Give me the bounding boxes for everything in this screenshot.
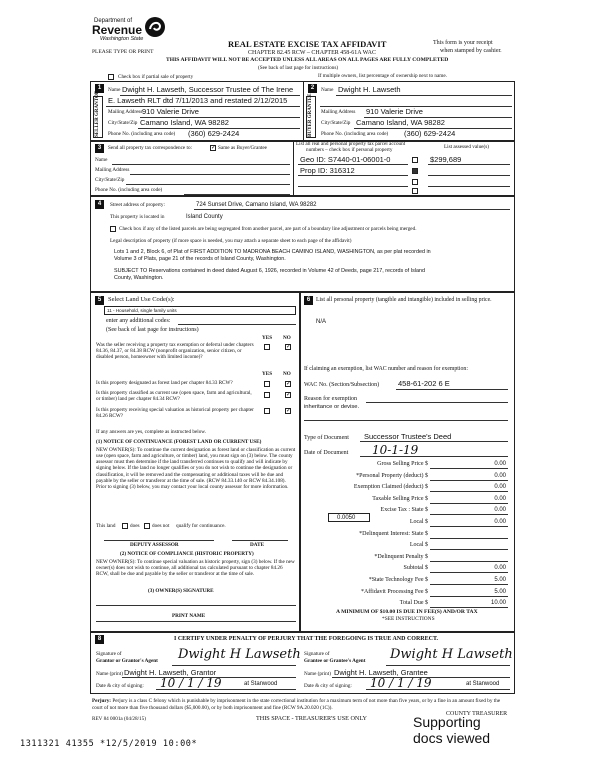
same-as-buyer-checkbox[interactable]: ✓ <box>211 145 217 151</box>
tax-row-value[interactable]: 0.00 <box>494 461 506 467</box>
parcel4-personal-checkbox[interactable] <box>412 188 418 194</box>
located-label: This property is located in <box>110 214 165 220</box>
does-checkbox[interactable] <box>122 523 128 529</box>
section-divider <box>303 81 304 141</box>
grantor-name-label: Name (print) <box>96 671 123 677</box>
tax-row-label: Gross Selling Price $ <box>377 461 428 467</box>
q-exemption: Was the seller receiving a property tax exemption or deferral under chapters 84.36, 84.37, or 84.38 RCW (nonprofit organization, senior citizen, or disabled person, homeowner with limited income)? <box>96 342 254 360</box>
agency-line3: Washington State <box>100 36 144 42</box>
seller-address-label: Mailing Address <box>108 109 143 115</box>
grantee-name[interactable]: Dwight H. Lawseth, Grantee <box>334 668 428 677</box>
section-8-number: 8 <box>95 635 104 644</box>
seller-phone-label: Phone No. (including area code) <box>108 131 176 137</box>
personal-property-label: List all personal property (tangible and intangible) included in selling price. <box>316 297 492 303</box>
grantee-date-label: Date & city of signing: <box>304 683 352 689</box>
dor-swirl-icon <box>144 16 166 38</box>
seller-name[interactable]: Dwight H. Lawseth, Successor Trustee of The Irene <box>122 85 294 94</box>
seller-side-label-box <box>93 90 103 138</box>
geo-personal-checkbox[interactable] <box>412 157 418 163</box>
receipt-note-2: when stamped by cashier. <box>440 48 502 54</box>
tax-row-label: Local $ <box>409 542 428 549</box>
grantee-sig-label-2: Grantee or Grantee's Agent <box>304 658 366 664</box>
parcel3-personal-checkbox[interactable] <box>412 179 418 185</box>
segregated-checkbox[interactable] <box>110 226 116 232</box>
grantor-sig-label: Signature of <box>96 651 122 657</box>
reason-label: Reason for exemption <box>304 396 357 402</box>
corr-address-label: Mailing Address <box>95 167 130 173</box>
grantee-signature[interactable]: Dwight H Lawseth <box>390 647 513 662</box>
multiple-owners-note: If multiple owners, list percentage of ownership next to name. <box>318 73 447 79</box>
street-label: Street address of property: <box>110 202 165 208</box>
wac-value[interactable]: 458-61-202 6 E <box>398 379 450 388</box>
partial-sale-label: Check box if partial sale of property <box>118 74 194 80</box>
tax-row-label: *Affidavit Processing Fee $ <box>360 588 428 595</box>
yes-header-2: YES <box>262 371 273 377</box>
perjury-text: Perjury is a class C felony which is punishable by imprisonment in the state correctional institution for a maximum term of not more than five years, or by a fine in an amount fixed by the court of not more than five thousand dollars ($5,000.00), or by both imprisonment and fine (RCW 9A.20.020 (1C)). <box>92 698 501 711</box>
seller-name-2[interactable]: E. Lawseth RLT dtd 7/11/2013 and restated 2/12/2015 <box>108 96 288 105</box>
grantor-name[interactable]: Dwight H. Lawseth, Grantor <box>124 668 217 677</box>
print-name-label: PRINT NAME <box>172 613 206 619</box>
tax-row-value[interactable]: 0.00 <box>494 495 506 502</box>
seller-phone[interactable]: (360) 629-2424 <box>188 129 240 138</box>
buyer-city-label: City/State/Zip <box>321 120 351 126</box>
buyer-phone[interactable]: (360) 629-2424 <box>404 129 456 138</box>
historic-yes-checkbox[interactable] <box>264 408 270 414</box>
land-use-select[interactable] <box>104 306 296 315</box>
located-value[interactable]: Island County <box>186 214 223 220</box>
seller-name-label: Name <box>108 87 121 93</box>
buyer-name-label: Name <box>321 87 334 93</box>
tax-row-label: *Delinquent Penalty $ <box>374 553 428 560</box>
see-instructions: *SEE INSTRUCTIONS <box>382 616 435 622</box>
assessed-header: List assessed value(s) <box>444 144 489 150</box>
tax-row-label: Exemption Claimed (deduct) $ <box>353 484 428 491</box>
section-5-number: 5 <box>95 296 104 305</box>
corr-city-label: City/State/Zip <box>95 177 125 183</box>
personal-property-value[interactable]: N/A <box>316 319 327 325</box>
buyer-phone-label: Phone No. (including area code) <box>321 131 389 137</box>
see-back-note: (See back of last page for instructions) <box>258 65 339 71</box>
no-header-2: NO <box>283 371 291 377</box>
parcels-header-1: List all real and personal property tax parcel account <box>296 141 406 147</box>
section-2-number: 2 <box>308 84 317 93</box>
deputy-assessor-label: DEPUTY ASSESSOR <box>130 542 179 548</box>
certify-text: I CERTIFY UNDER PENALTY OF PERJURY THAT THE FOREGOING IS TRUE AND CORRECT. <box>174 636 439 642</box>
grantor-sig-label-2: Grantor or Grantor's Agent <box>96 658 158 664</box>
segregated-label: Check box if any of the listed parcels are being segregated from another parcel, are part of a boundary line adjustment or parcels being merged. <box>119 226 417 232</box>
this-land-label: This land <box>96 523 116 529</box>
form-warning: THIS AFFIDAVIT WILL NOT BE ACCEPTED UNLESS ALL AREAS ON ALL PAGES ARE FULLY COMPLETED <box>166 57 449 63</box>
tax-row-value[interactable]: 0.00 <box>494 519 506 525</box>
reason-value[interactable]: inheritance or devise. <box>304 404 360 410</box>
grantee-city[interactable]: at Stanwood <box>466 681 500 687</box>
form-chapter: CHAPTER 82.45 RCW – CHAPTER 458-61A WAC <box>248 50 376 56</box>
local-rate-value: 0.0050 <box>337 515 356 521</box>
section-3-number: 3 <box>95 144 104 153</box>
notice1-title: (1) NOTICE OF CONTINUANCE (FOREST LAND OR CURRENT USE) <box>96 439 262 445</box>
legal-desc-3[interactable]: SUBJECT TO Reservations contained in deed dated August 6, 1926, recorded in Volume 42 of Deeds, page 217, records of Island <box>114 268 426 274</box>
grantor-city[interactable]: at Stanwood <box>244 681 278 687</box>
grantor-date-label: Date & city of signing: <box>96 683 144 689</box>
buyer-city[interactable]: Camano Island, WA 98282 <box>356 118 445 127</box>
county-treasurer: COUNTY TREASURER <box>446 711 508 717</box>
notice1-body: NEW OWNER(S): To continue the current designation as forest land or classification as current use (open space, farm and agriculture, or timber) land, you must sign on (3) below. The county assessor must then determine if the land transferred continues to qualify and will indicate by signing below. If the land no longer qualifies or you do not wish to continue the designation or classification, it will be removed and the compensating or additional taxes will be due and payable by the seller or transferor at the time of sale. (RCW 84.33.140 or RCW 84.34.108). Prior to signing (3) below, you may contact your local county assessor for more information. <box>96 447 296 490</box>
forest-yes-checkbox[interactable] <box>264 381 270 387</box>
supporting-stamp: Supporting <box>413 714 481 730</box>
correspondence-label: Send all property tax correspondence to: <box>108 145 192 151</box>
seller-city[interactable]: Camano Island, WA 98282 <box>140 118 229 127</box>
tax-row-label: Total Due $ <box>399 600 428 607</box>
grantee-sig-label: Signature of <box>304 651 330 657</box>
grantor-signature[interactable]: Dwight H Lawseth <box>178 647 301 662</box>
yes-header-1: YES <box>262 335 273 341</box>
section-4-number: 4 <box>95 200 104 209</box>
tax-row-label: Taxable Selling Price $ <box>372 495 428 502</box>
section-1-number: 1 <box>95 84 104 93</box>
grantor-date[interactable]: 10 / 1 / 19 <box>160 676 222 690</box>
tax-row-label: Excise Tax : State $ <box>380 507 428 514</box>
notice2-body: NEW OWNER(S): To continue special valuation as historic property, sign (3) below. If the new owner(s) does not wish to continue, all additional tax calculated pursuant to chapter 84.26 RCW, shall be due and payable by the seller or transferor at the time of sale. <box>96 559 295 578</box>
exemption-label: If claiming an exemption, list WAC number and reason for exemption: <box>304 366 468 372</box>
qualify-label: qualify for continuance. <box>176 523 226 529</box>
parcel-prop-id[interactable]: Prop ID: 316312 <box>300 166 355 175</box>
land-use-see-back: (See back of last page for instructions) <box>106 327 199 333</box>
street-value[interactable]: 724 Sunset Drive, Camano Island, WA 98282 <box>196 202 317 208</box>
buyer-side-label: BUYER GRANTEE <box>308 93 313 137</box>
agency-line2: Revenue <box>92 23 143 37</box>
doc-type-label: Type of Document <box>304 435 349 441</box>
tax-row-label: *Personal Property (deduct) $ <box>356 472 428 479</box>
grantee-name-label: Name (print) <box>304 671 331 677</box>
local-rate-box[interactable] <box>328 513 370 522</box>
tax-row-value[interactable]: 0.00 <box>494 507 506 514</box>
seller-address[interactable]: 910 Valerie Drive <box>142 107 199 116</box>
exempt-no-checkbox[interactable]: ✓ <box>286 344 292 350</box>
buyer-side-label-box <box>306 93 316 138</box>
perjury-notice <box>92 698 512 711</box>
perjury-label: Perjury: <box>92 698 112 704</box>
legal-desc-1[interactable]: Lots 1 and 2, Block 6, of Plat of FIRST ADDITION TO MADRONA BEACH CAMINO ISLAND, WASHINGTON, as per plat recorded in <box>114 249 431 255</box>
does-not-checkbox[interactable] <box>144 523 150 529</box>
section-6-number: 6 <box>304 296 313 305</box>
tax-row-value[interactable]: 5.00 <box>494 577 506 583</box>
tax-row-label: *State Technology Fee $ <box>368 577 428 583</box>
tax-row-value[interactable]: 5.00 <box>494 588 506 595</box>
deputy-date-label: DATE <box>250 542 265 548</box>
doc-date-label: Date of Document <box>304 450 349 456</box>
treasurer-space: THIS SPACE - TREASURER'S USE ONLY <box>256 715 368 722</box>
buyer-address-label: Mailing Address <box>321 109 356 115</box>
additional-codes-label: enter any additional codes: <box>106 318 171 324</box>
partial-sale-checkbox[interactable] <box>108 74 114 80</box>
buyer-address[interactable]: 910 Valerie Drive <box>366 107 423 116</box>
tax-row-label: *Delinquent Interest: State $ <box>359 530 428 537</box>
tax-row-value[interactable]: 0.00 <box>494 484 506 491</box>
legal-label: Legal description of property (if more space is needed, you may attach a separate sheet to each page of the affidavit) <box>110 238 352 244</box>
buyer-name[interactable]: Dwight H. Lawseth <box>338 85 401 94</box>
current-no-checkbox[interactable]: ✓ <box>286 392 292 398</box>
receipt-note-1: This form is your receipt <box>433 40 493 46</box>
legal-desc-4[interactable]: County, Washington. <box>114 275 164 281</box>
notice2-title: (2) NOTICE OF COMPLIANCE (HISTORIC PROPERTY) <box>120 551 254 557</box>
wac-label: WAC No. (Section/Subsection) <box>304 382 380 388</box>
parcel-geo-id[interactable]: Geo ID: S7440-01-06001-0 <box>300 155 391 164</box>
forest-no-checkbox[interactable]: ✓ <box>286 381 292 387</box>
q-current-use: Is this property classified as current use (open space, farm and agricultural, or timber) land per chapter 84.34 RCW? <box>96 390 252 402</box>
tax-row-value[interactable]: 0.00 <box>494 472 506 479</box>
tax-row-label: Subtotal $ <box>403 565 428 572</box>
tax-row-value[interactable]: 10.00 <box>490 600 506 607</box>
corr-name-label: Name <box>95 157 108 163</box>
q-forest: Is this property designated as forest land per chapter 84.33 RCW? <box>96 380 233 386</box>
tax-row-label: Local $ <box>409 519 428 525</box>
doc-date-value[interactable]: 10-1-19 <box>372 443 419 457</box>
seller-city-label: City/State/Zip <box>108 120 138 126</box>
tax-row-value[interactable]: 0.00 <box>494 565 506 572</box>
assessed-value[interactable]: $299,689 <box>430 155 462 164</box>
exempt-yes-checkbox[interactable] <box>264 344 270 350</box>
form-title: REAL ESTATE EXCISE TAX AFFIDAVIT <box>228 39 387 49</box>
doc-type-value[interactable]: Successor Trustee's Deed <box>364 432 452 441</box>
rev-number: REV 84 0001a (04/28/15) <box>92 716 146 722</box>
seller-side-label: SELLER GRANTOR <box>95 90 100 137</box>
no-header-1: NO <box>283 335 291 341</box>
docs-viewed-stamp: docs viewed <box>413 730 491 746</box>
land-use-value: 11 - Household, single family units <box>107 308 177 313</box>
parcels-header-2: numbers – check box if personal property <box>306 147 393 153</box>
owner-signature-label: (3) OWNER(S) SIGNATURE <box>148 588 214 594</box>
current-yes-checkbox[interactable] <box>264 392 270 398</box>
prop-personal-checkbox[interactable] <box>412 168 418 174</box>
land-use-label: Select Land Use Code(s): <box>108 296 175 303</box>
legal-desc-2[interactable]: Volume 3 of Plats, page 21 of the records of Island County, Washington. <box>114 256 286 262</box>
minimum-due: A MINIMUM OF $10.00 IS DUE IN FEE(S) AND/OR TAX <box>336 609 478 615</box>
historic-no-checkbox[interactable]: ✓ <box>286 408 292 414</box>
if-any-yes: If any answers are yes, complete as instructed below. <box>96 429 207 435</box>
does-not-label: does not <box>152 523 170 529</box>
q-historic: Is this property receiving special valuation as historical property per chapter 84.26 RCW? <box>96 407 254 419</box>
agency-line1: Department of <box>94 18 133 24</box>
corr-phone-label: Phone No. (including area code) <box>95 187 163 193</box>
grantee-date[interactable]: 10 / 1 / 19 <box>370 676 432 690</box>
please-type: PLEASE TYPE OR PRINT <box>92 49 154 55</box>
recording-stamp: 1311321 41355 *12/5/2019 10:00* <box>20 739 198 749</box>
does-label: does <box>130 523 140 529</box>
dor-logo <box>88 18 168 52</box>
same-as-buyer-label: Same as Buyer/Grantee <box>218 145 267 151</box>
